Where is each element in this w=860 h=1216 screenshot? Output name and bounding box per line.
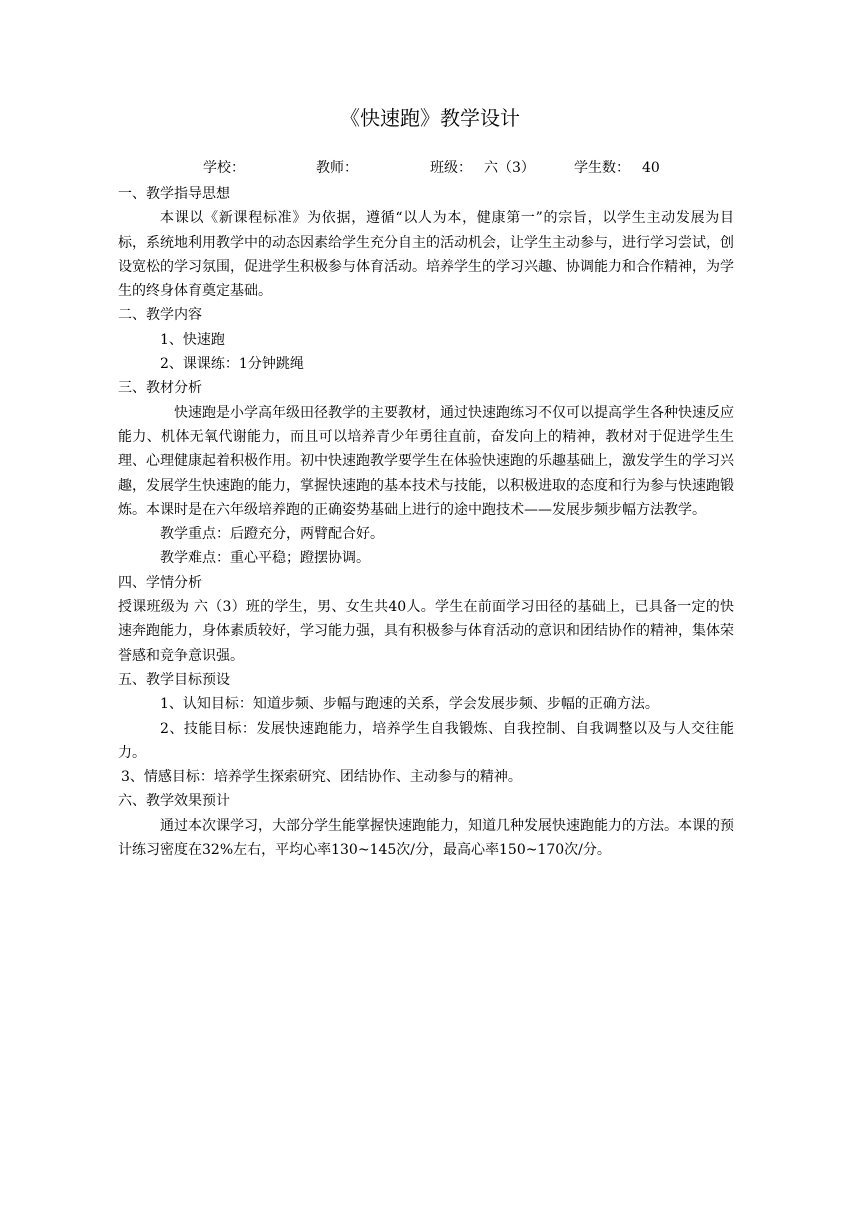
goal-item-2: 2、技能目标：发展快速跑能力，培养学生自我锻炼、自我控制、自我调整以及与人交往能力。 [118,720,734,761]
section-heading-5: 五、教学目标预设 [118,671,230,688]
section-heading-4: 四、学情分析 [118,574,202,591]
content-item-1: 1、快速跑 [160,331,225,348]
section-heading-1: 一、教学指导思想 [118,186,230,202]
students-value: 40 [642,160,660,176]
section-heading-6: 六、教学效果预计 [118,793,230,810]
content-item-2: 2、课课练：1分钟跳绳 [160,356,304,373]
key-point: 教学重点：后蹬充分，两臂配合好。 [160,526,384,543]
students-label: 学生数： [574,160,630,176]
school-label: 学校： [203,160,245,176]
teacher-label: 教师： [316,160,358,176]
section-paragraph-1: 本课以《新课程标准》为依据，遵循“以人为本，健康第一”的宗旨，以学生主动发展为目标，系统地利用教学中的动态因素给学生充分自主的活动机会，让学生主动参与，进行学习尝试，创设宽松的学习氛围，促进学生积极参与体育活动。培养学生的学习兴趣、协调能力和合作精神，为学生的终身体育奠定基础。 [118,210,734,300]
class-value: 六（3） [484,160,535,176]
class-label: 班级： [430,160,472,176]
document-body [118,182,734,862]
section-heading-3: 三、教材分析 [118,380,202,397]
meta-line [0,156,860,180]
goal-item-3: 3、情感目标：培养学生探索研究、团结协作、主动参与的精神。 [121,769,522,786]
section-paragraph-4: 授课班级为 六（3）班的学生，男、女生共40人。学生在前面学习田径的基础上，已具备一定的快速奔跑能力，身体素质较好，学习能力强，具有积极参与体育活动的意识和团结协作的精神，集体荣誉感和竞争意识强。 [118,599,734,664]
section-heading-2: 二、教学内容 [118,307,202,324]
section-paragraph-6: 通过本次课学习，大部分学生能掌握快速跑能力，知道几种发展快速跑能力的方法。本课的预计练习密度在32%左右，平均心率130~145次/分，最高心率150~170次/分。 [118,817,734,859]
difficult-point: 教学难点：重心平稳；蹬摆协调。 [160,550,370,567]
section-paragraph-3: 快速跑是小学高年级田径教学的主要教材，通过快速跑练习不仅可以提高学生各种快速反应能力、机体无氧代谢能力，而且可以培养青少年勇往直前，奋发向上的精神，教材对于促进学生生理、心理健康起着积极作用。初中快速跑教学要学生在体验快速跑的乐趣基础上，激发学生的学习兴趣，发展学生快速跑的能力，掌握快速跑的基本技术与技能，以积极进取的态度和行为参与快速跑锻炼。本课时是在六年级培养跑的正确姿势基础上进行的途中跑技术——发展步频步幅方法教学。 [118,404,734,518]
goal-item-1: 1、认知目标：知道步频、步幅与跑速的关系，学会发展步频、步幅的正确方法。 [160,696,659,713]
document-title: 《快速跑》教学设计 [340,106,520,130]
